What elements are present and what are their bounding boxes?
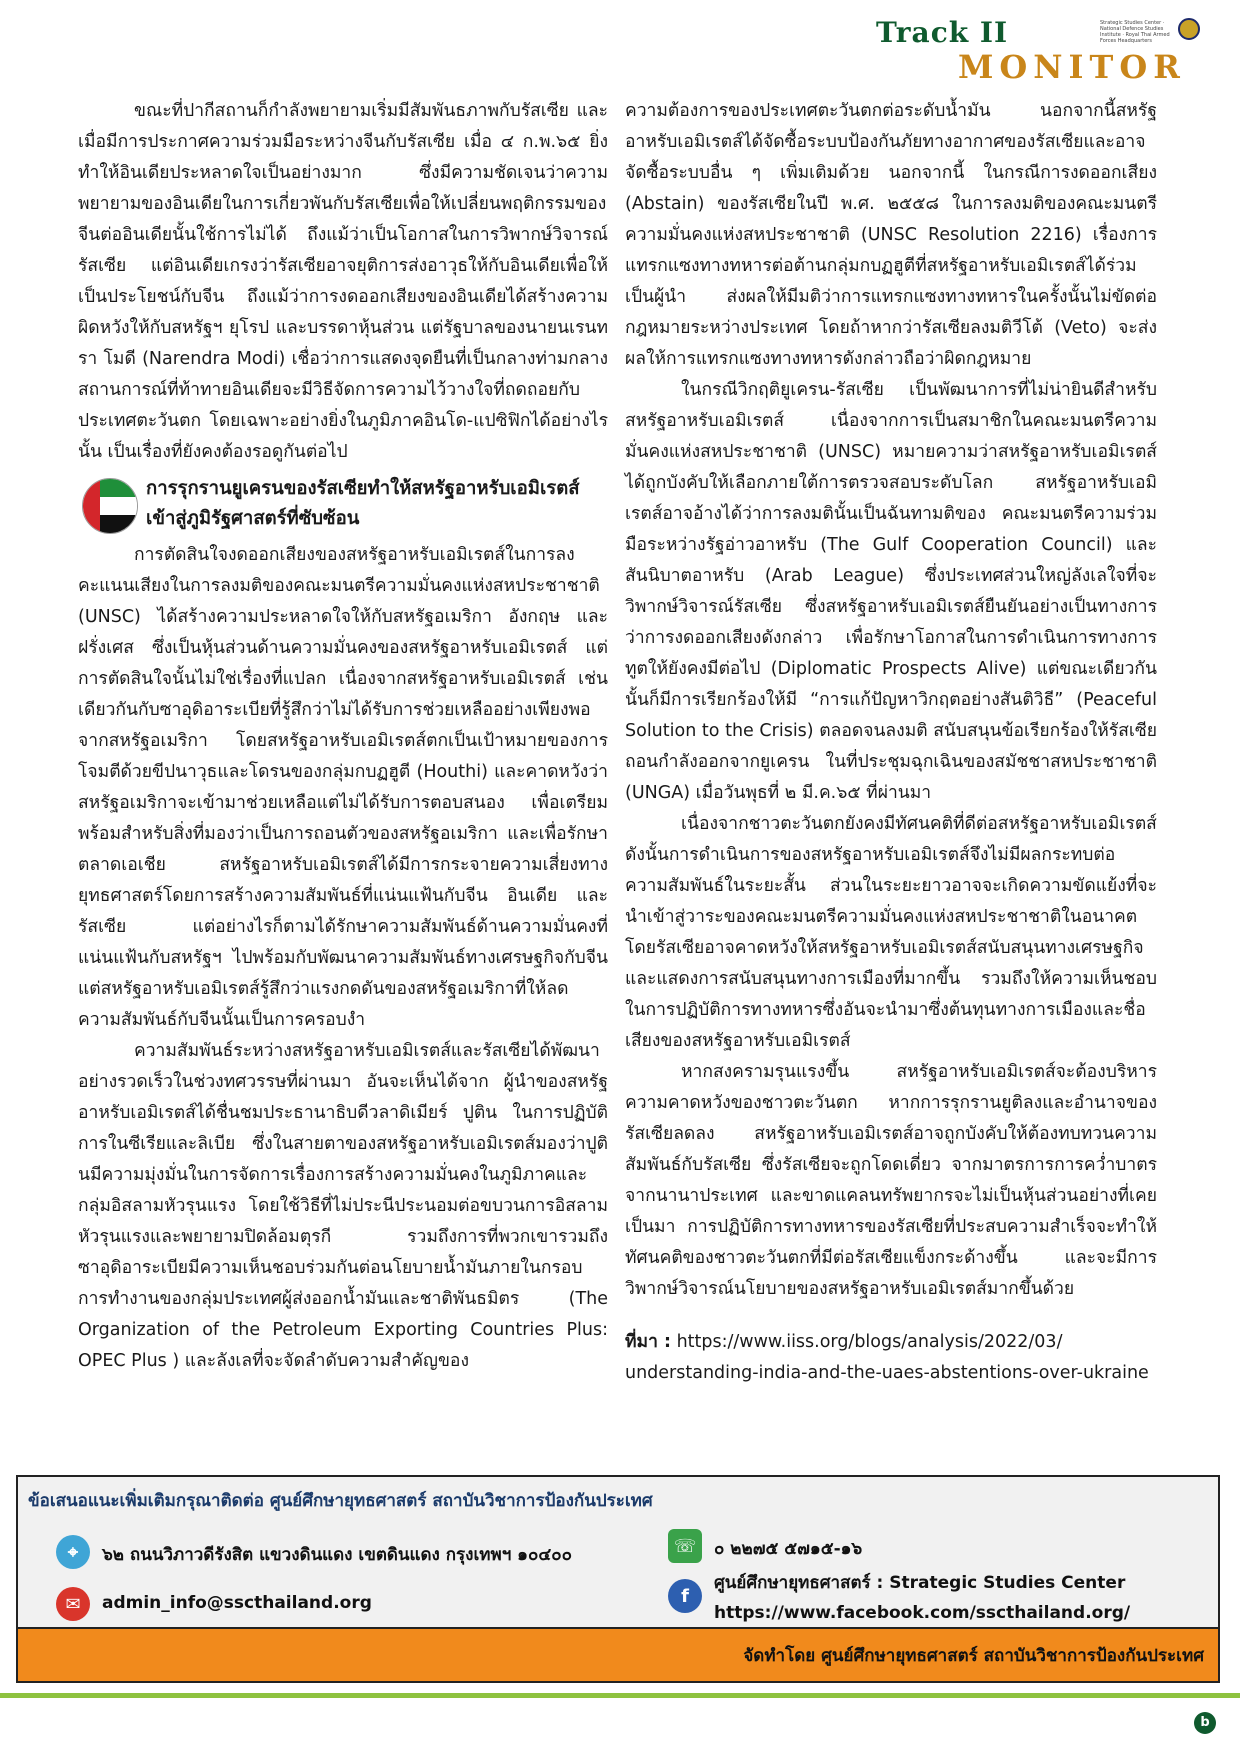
contact-box (16, 1475, 1220, 1683)
left-column (78, 96, 608, 1377)
paragraph: เนื่องจากชาวตะวันตกยังคงมีทัศนคติที่ดีต่อสหรัฐอาหรับเอมิเรตส์ ดังนั้นการดำเนินการของสหรัฐอาหรับเอมิเรตส์จึงไม่มีผลกระทบต่อความสัมพันธ์ในระยะสั้น ส่วนในระยะยาวอาจจะเกิดความขัดแย้งที่จะนำเข้าสู่วาระของคณะมนตรีความมั่นคงแห่งสหประชาชาติในอนาคต โดยรัสเซียอาจคาดหวังให้สหรัฐอาหรับเอมิเรตส์สนับสนุนทางเศรษฐกิจ และแสดงการสนับสนุนทางการเมืองที่มากขึ้น รวมถึงให้ความเห็นชอบในการปฏิบัติการทางทหารซึ่งอันจะนำมาซึ่งต้นทุนทางการเมืองและชื่อเสียงของสหรัฐอาหรับเอมิเรตส์ (625, 814, 1157, 1051)
source-link[interactable]: https://www.iiss.org/blogs/analysis/2022/03/ (676, 1332, 1063, 1352)
paragraph: ความต้องการของประเทศตะวันตกต่อระดับน้ำมัน นอกจากนี้สหรัฐอาหรับเอมิเรตส์ได้จัดซื้อระบบป้องกันภัยทางอากาศของรัสเซียและอาจจัดซื้อระบบอื่น ๆ เพิ่มเติมด้วย นอกจากนี้ ในกรณีการงดออกเสียง (Abstain) ของรัสเซียในปี พ.ศ. ๒๕๕๘ ในการลงมติของคณะมนตรีความมั่นคงแห่งสหประชาชาติ (UNSC Resolution 2216) เรื่องการแทรกแซงทางทหารต่อต้านกลุ่มกบฏฮูตีที่สหรัฐอาหรับเอมิเรตส์ได้ร่วมเป็นผู้นำ ส่งผลให้มีมติว่าการแทรกแซงทางทหารในครั้งนั้นไม่ขัดต่อกฎหมายระหว่างประเทศ โดยถ้าหากว่ารัสเซียลงมติวีโต้ (Veto) จะส่งผลให้การแทรกแซงทางทหารดังกล่าวถือว่าผิดกฎหมาย (625, 101, 1157, 369)
footer-credit: จัดทำโดย ศูนย์ศึกษายุทธศาสตร์ สถาบันวิชาการป้องกันประเทศ (743, 1646, 1204, 1666)
agency-text: Strategic Studies Center · National Defence Studies Institute · Royal Thai Armed Forces Headquarters (1100, 20, 1170, 44)
masthead (870, 14, 1200, 84)
source-citation (625, 1327, 1157, 1389)
facebook-link[interactable]: https://www.facebook.com/sscthailand.org/ (714, 1603, 1131, 1623)
section-heading (78, 474, 608, 536)
source-label: ที่มา : (625, 1332, 671, 1352)
location-pin-icon: ⌖ (56, 1535, 90, 1569)
paragraph: ในกรณีวิกฤติยูเครน-รัสเซีย เป็นพัฒนาการที่ไม่น่ายินดีสำหรับสหรัฐอาหรับเอมิเรตส์ เนื่องจากการเป็นสมาชิกในคณะมนตรีความมั่นคงแห่งสหประชาชาติ (UNSC) หมายความว่าสหรัฐอาหรับเอมิเรตส์ได้ถูกบังคับให้เลือกภายใต้การตรวจสอบระดับโลก สหรัฐอาหรับเอมิเรตส์อาจอ้างได้ว่าการลงมตินั้นเป็นฉันทามติของ คณะมนตรีความร่วมมือระหว่างรัฐอ่าวอาหรับ (The Gulf Cooperation Council) และ สันนิบาตอาหรับ (Arab League) ซึ่งประเทศส่วนใหญ่ลังเลใจที่จะวิพากษ์วิจารณ์รัสเซีย ซึ่งสหรัฐอาหรับเอมิเรตส์ยืนยันอย่างเป็นทางการว่าการงดออกเสียงดังกล่าว เพื่อรักษาโอกาสในการดำเนินการทางการทูตให้ยังคงมีต่อไป (Diplomatic Prospects Alive) แต่ขณะเดียวกันนั้นก็มีการเรียกร้องให้มี “การแก้ปัญหาวิกฤตอย่างสันติวิธี” (Peaceful Solution to the Crisis) ตลอดจนลงมติ สนับสนุนข้อเรียกร้องให้รัสเซียถอนกำลังออกจากยูเครน ในที่ประชุมฉุกเฉินของสมัชชาสหประชาชาติ (UNGA) เมื่อวันพุธที่ ๒ มี.ค.๖๕ ที่ผ่านมา (625, 380, 1157, 803)
paragraph: หากสงครามรุนแรงขึ้น สหรัฐอาหรับเอมิเรตส์จะต้องบริหารความคาดหวังของชาวตะวันตก หากการรุกรานยูติลงและอำนาจของรัสเซียลดลง สหรัฐอาหรับเอมิเรตส์อาจถูกบังคับให้ต้องทบทวนความสัมพันธ์กับรัสเซีย ซึ่งรัสเซียจะถูกโดดเดี่ยว จากมาตรการการคว่ำบาตรจากนานาประเทศ และขาดแคลนทรัพยากรจะไม่เป็นหุ้นส่วนอย่างที่เคยเป็นมา การปฏิบัติการทางทหารของรัสเซียที่ประสบความสำเร็จจะทำให้ทัศนคติของชาวตะวันตกที่มีต่อรัสเซียแข็งกระด้างขึ้น และจะมีการวิพากษ์วิจารณ์นโยบายของสหรัฐอาหรับเอมิเรตส์มากขึ้นด้วย (625, 1062, 1157, 1299)
phone-number: ๐ ๒๒๗๕ ๕๗๑๕-๑๖ (714, 1539, 863, 1559)
center-name: ศูนย์ศึกษายุทธศาสตร์ : Strategic Studies Center (714, 1573, 1126, 1593)
agency-seal-icon (1178, 18, 1200, 40)
paragraph: ขณะที่ปากีสถานก็กำลังพยายามเริ่มมีสัมพันธภาพกับรัสเซีย และเมื่อมีการประกาศความร่วมมือระหว่างจีนกับรัสเซีย เมื่อ ๔ ก.พ.๖๕ ยิ่งทำให้อินเดียประหลาดใจเป็นอย่างมาก ซึ่งมีความชัดเจนว่าความพยายามของอินเดียในการเกี่ยวพันกับรัสเซียเพื่อให้เปลี่ยนพฤติกรรมของจีนต่ออินเดียนั้นใช้การไม่ได้ ถึงแม้ว่าเป็นโอกาสในการวิพากษ์วิจารณ์รัสเซีย แต่อินเดียเกรงว่ารัสเซียอาจยุติการส่งอาวุธให้กับอินเดียเพื่อให้เป็นประโยชน์กับจีน ถึงแม้ว่าการงดออกเสียงของอินเดียได้สร้างความผิดหวังให้กับสหรัฐฯ ยุโรป และบรรดาหุ้นส่วน แต่รัฐบาลของนายนเรนทรา โมดี (Narendra Modi) เชื่อว่าการแสดงจุดยืนที่เป็นกลางท่ามกลางสถานการณ์ที่ท้าทายอินเดียจะมีวิธีจัดการความไว้วางใจที่ถดถอยกับประเทศตะวันตก โดยเฉพาะอย่างยิ่งในภูมิภาคอินโด-แปซิฟิกได้อย่างไรนั้น เป็นเรื่องที่ยังคงต้องรอดูกันต่อไป (78, 101, 608, 462)
phone-icon: ☏ (668, 1529, 702, 1563)
right-column (625, 96, 1157, 1389)
masthead-title-track: Track II (876, 16, 1009, 49)
address-text: ๖๒ ถนนวิภาวดีรังสิต แขวงดินแดง เขตดินแดง กรุงเทพฯ ๑๐๔๐๐ (102, 1545, 572, 1565)
contact-heading: ข้อเสนอแนะเพิ่มเติมกรุณาติดต่อ ศูนย์ศึกษายุทธศาสตร์ สถาบันวิชาการป้องกันประเทศ (28, 1491, 653, 1511)
email-link[interactable]: admin_info@sscthailand.org (102, 1593, 372, 1613)
envelope-icon: ✉ (56, 1587, 90, 1621)
paragraph: ความสัมพันธ์ระหว่างสหรัฐอาหรับเอมิเรตส์และรัสเซียได้พัฒนาอย่างรวดเร็วในช่วงทศวรรษที่ผ่านมา อันจะเห็นได้จาก ผู้นำของสหรัฐอาหรับเอมิเรตส์ได้ชื่นชมประธานาธิบดีวลาดิเมียร์ ปูติน ในการปฏิบัติการในซีเรียและลิเบีย ซึ่งในสายตาของสหรัฐอาหรับเอมิเรตส์มองว่าปูตินมีความมุ่งมั่นในการจัดการเรื่องการสร้างความมั่นคงในภูมิภาคและกลุ่มอิสลามหัวรุนแรง โดยใช้วิธีที่ไม่ประนีประนอมต่อขบวนการอิสลามหัวรุนแรงและพยายามปิดล้อมตุรกี รวมถึงการที่พวกเขารวมถึงซาอุดิอาระเบียมีความเห็นชอบร่วมกันต่อนโยบายน้ำมันภายในกรอบการทำงานของกลุ่มประเทศผู้ส่งออกน้ำมันและชาติพันธมิตร (The Organization of the Petroleum Exporting Countries Plus: OPEC Plus ) และลังเลที่จะจัดลำดับความสำคัญของ (78, 1041, 608, 1371)
facebook-icon: f (668, 1579, 702, 1613)
source-link-continued[interactable]: understanding-india-and-the-uaes-abstentions-over-ukraine (625, 1363, 1149, 1383)
section-title: การรุกรานยูเครนของรัสเซียทำให้สหรัฐอาหรับเอมิเรตส์เข้าสู่ภูมิรัฐศาสตร์ที่ซับซ้อน (146, 478, 580, 529)
masthead-title-monitor: MONITOR (958, 48, 1186, 86)
page-number: b (1194, 1712, 1216, 1734)
uae-flag-icon (82, 478, 138, 534)
divider (0, 1693, 1240, 1698)
paragraph: การตัดสินใจงดออกเสียงของสหรัฐอาหรับเอมิเรตส์ในการลงคะแนนเสียงในการลงมติของคณะมนตรีความมั่นคงแห่งสหประชาชาติ (UNSC) ได้สร้างความประหลาดใจให้กับสหรัฐอเมริกา อังกฤษ และฝรั่งเศส ซึ่งเป็นหุ้นส่วนด้านความมั่นคงของสหรัฐอาหรับเอมิเรตส์ แต่การตัดสินใจนั้นไม่ใช่เรื่องที่แปลก เนื่องจากสหรัฐอาหรับเอมิเรตส์ เช่นเดียวกันกับซาอุดิอาระเบียที่รู้สึกว่าไม่ได้รับการช่วยเหลืออย่างเพียงพอจากสหรัฐอเมริกา โดยสหรัฐอาหรับเอมิเรตส์ตกเป็นเป้าหมายของการโจมตีด้วยขีปนาวุธและโดรนของกลุ่มกบฏฮูตี (Houthi) และคาดหวังว่าสหรัฐอเมริกาจะเข้ามาช่วยเหลือแต่ไม่ได้รับการตอบสนอง เพื่อเตรียมพร้อมสำหรับสิ่งที่มองว่าเป็นการถอนตัวของสหรัฐอเมริกา และเพื่อรักษาตลาดเอเชีย สหรัฐอาหรับเอมิเรตส์ได้มีการกระจายความเสี่ยงทางยุทธศาสตร์โดยการสร้างความสัมพันธ์ที่แน่นแฟ้นกับจีน อินเดีย และรัสเซีย แต่อย่างไรก็ตามได้รักษาความสัมพันธ์ด้านความมั่นคงที่แน่นแฟ้นกับสหรัฐฯ ไปพร้อมกับพัฒนาความสัมพันธ์ทางเศรษฐกิจกับจีน แต่สหรัฐอาหรับเอมิเรตส์รู้สึกว่าแรงกดดันของสหรัฐอเมริกาที่ให้ลดความสัมพันธ์กับจีนนั้นเป็นการครอบงำ (78, 545, 608, 1030)
footer-bar (18, 1627, 1218, 1681)
